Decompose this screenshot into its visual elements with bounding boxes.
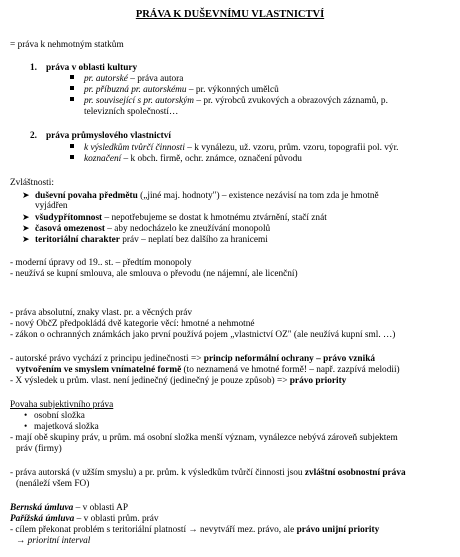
- convention-line: Pařížská úmluva – v oblasti prům. práv: [10, 514, 159, 524]
- list-item: koznačení – k obch. firmě, ochr. známce, označení původu: [70, 154, 302, 165]
- convention-line: → prioritní interval: [16, 536, 91, 546]
- section-1-number: 1.: [30, 63, 37, 73]
- feature-item: ➤ všudypřítomnost – nepotřebujeme se dostat k hmotnému ztvárnění, stačí znát: [22, 212, 327, 223]
- arrow-bullet-icon: ➤: [22, 212, 30, 222]
- note-line: - práva autorská (v užším smyslu) a pr. prům. k výsledkům tvůrčí činnosti jsou zvláštní osobnostní práva: [10, 468, 406, 478]
- list-item: • osobní složka: [24, 411, 85, 421]
- feature-item-continuation: vyjádřen: [35, 201, 68, 211]
- list-item: pr. autorské – práva autora: [70, 74, 183, 85]
- list-item: k výsledkům tvůrčí činnosti – k vynálezu, už. vzoru, prům. vzoru, topografii pol. výr.: [70, 143, 398, 154]
- author-right-line: - autorské právo vychází z principu jedinečnosti => princip neformální ochrany – právo vzniká: [10, 354, 376, 364]
- arrow-bullet-icon: ➤: [22, 234, 30, 244]
- convention-line: - cílem překonat problém s teritoriální platností → nevytváří mez. právo, ale právo unijní priority: [10, 525, 380, 535]
- note-line: - zákon o ochranných známkách jako první používá pojem „vlastnictví OZ" (ale neužívá kupní sml. …): [10, 330, 396, 340]
- features-heading: Zvláštnosti:: [10, 178, 54, 188]
- round-bullet-icon: •: [24, 422, 28, 432]
- arrow-bullet-icon: ➤: [22, 190, 30, 200]
- section-2-heading: [30, 131, 171, 142]
- note-line: - práva absolutní, znaky vlast. pr. a věcných práv: [10, 308, 193, 318]
- list-item-continuation: televizních společností…: [84, 107, 179, 117]
- list-item: pr. příbuzná pr. autorskému – pr. výkonných umělců: [70, 85, 279, 96]
- intro-line: = práva k nehmotným statkům: [10, 40, 124, 50]
- square-bullet-icon: [70, 75, 74, 79]
- convention-line: Bernská úmluva – v oblasti AP: [10, 503, 129, 513]
- feature-item: ➤ duševní povaha předmětu („jiné maj. hodnoty") – existence nezávisí na tom zda je hmotně: [22, 190, 379, 201]
- square-bullet-icon: [70, 86, 74, 90]
- feature-item: ➤ teritoriální charakter práv – neplatí bez dalšího za hranicemi: [22, 234, 268, 245]
- section-1-heading: [30, 63, 137, 74]
- note-line: - moderní úpravy od 19.. st. – předtím monopoly: [10, 258, 192, 268]
- author-right-line: - X výsledek u prům. vlast. není jedinečný (jedinečný je pouze způsob) => právo priority: [10, 376, 347, 386]
- author-right-line: vytvořením ve smyslem vnímatelné formě (to neznamená ve hmotné formě! – např. zazpívá melodii): [16, 365, 400, 375]
- round-bullet-icon: •: [24, 411, 28, 421]
- note-line: (nenáleží všem FO): [16, 479, 90, 489]
- list-item: pr. související s pr. autorským – pr. výrobců zvukových a obrazových záznamů, p.: [70, 96, 388, 107]
- note-line: - neužívá se kupní smlouva, ale smlouva o převodu (ne nájemní, ale licenční): [10, 269, 298, 279]
- section-2-number: 2.: [30, 131, 37, 141]
- square-bullet-icon: [70, 155, 74, 159]
- subjective-right-heading: Povaha subjektivního práva: [10, 400, 114, 410]
- section-2-title: práva průmyslového vlastnictví: [46, 131, 171, 141]
- square-bullet-icon: [70, 144, 74, 148]
- list-item: • majetková složka: [24, 422, 99, 432]
- note-line: práv (firmy): [16, 444, 62, 454]
- note-line: - mají obě skupiny práv, u prům. má osobní složka menší význam, vynálezce nebývá zároveň subjektem: [10, 433, 398, 443]
- page-title: PRÁVA K DUŠEVNÍMU VLASTNICTVÍ: [135, 9, 325, 20]
- note-line: - nový ObčZ předpokládá dvě kategorie věcí: hmotné a nehmotné: [10, 319, 255, 329]
- arrow-bullet-icon: ➤: [22, 223, 30, 233]
- section-1-title: práva v oblasti kultury: [46, 63, 138, 73]
- feature-item: ➤ časová omezenost – aby nedocházelo ke zneužívání monopolů: [22, 223, 271, 234]
- square-bullet-icon: [70, 97, 74, 101]
